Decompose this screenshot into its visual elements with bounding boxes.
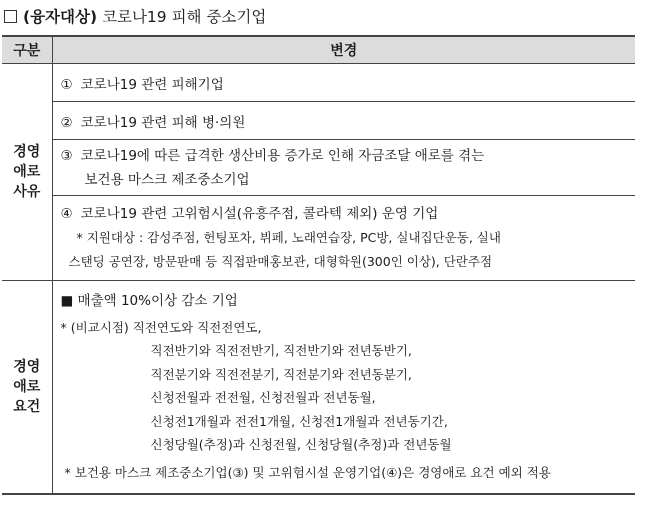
list-item [52,64,635,102]
compare-line: 신청전월과 전전월, 신청전월과 전년동월, [150,390,376,405]
category-line: 사유 [13,184,41,200]
item-text: 코로나19 관련 고위험시설(유흥주점, 콜라텍 제외) 운영 기업 [80,206,439,222]
compare-line: 신청전1개월과 전전1개월, 신청전1개월과 전년동기간, [150,413,448,429]
compare-label: * (비교시점) 직전연도와 직전전연도, [60,319,262,335]
item-text-continued: 보건용 마스크 제조중소기업 [84,171,250,188]
item-text: 코로나19 관련 피해기업 [80,76,224,93]
exception-footnote: * 보건용 마스크 제조중소기업(③) 및 고위험시설 운영기업(④)은 경영애로 요건 예외 적용 [64,464,551,480]
category-line: 경영 [13,359,41,375]
category-line: 애로 [13,164,41,180]
item-marker: ④ [60,206,73,222]
compare-line: 직전반기와 직전전반기, 직전반기와 전년동반기, [150,343,412,358]
item-text: 코로나19에 따른 급격한 생산비용 증가로 인해 자금조달 애로를 겪는 [80,147,485,164]
requirement-text: ■ 매출액 10%이상 감소 기업 [60,293,238,309]
table-header-row [2,36,635,64]
heading-bold-label: (융자대상) [23,8,98,26]
table-row [2,140,635,196]
item-marker: ① [60,76,73,93]
item-marker: ② [60,114,73,131]
checkbox-square-icon [4,10,17,23]
list-item [52,140,635,196]
category-line: 경영 [13,144,41,160]
category-cell [2,281,52,495]
list-item [52,196,635,281]
category-line: 애로 [13,379,41,395]
item-marker: ③ [60,147,73,164]
section-heading [4,4,266,30]
loan-target-table [2,35,635,495]
table-row [2,64,635,102]
compare-line: 신청당월(추정)과 신청전월, 신청당월(추정)과 전년동월 [150,437,452,452]
item-text: 코로나19 관련 피해 병·의원 [80,114,246,131]
support-target-note: * 지원대상 : 감성주점, 헌팅포차, 뷔페, 노래연습장, PC방, 실내집단운동, 실내 [76,230,501,245]
compare-line: 직전분기와 직전전분기, 직전분기와 전년동분기, [150,366,412,382]
header-change: 변경 [52,36,635,64]
header-category: 구분 [2,36,52,64]
support-target-note-continued: 스탠딩 공연장, 방문판매 등 직접판매홍보관, 대형학원(300인 이상), 단란주점 [68,254,493,269]
heading-text: 코로나19 피해 중소기업 [102,8,267,26]
list-item [52,102,635,140]
table-row [2,196,635,281]
table-row [2,102,635,140]
category-line: 요건 [13,399,41,415]
table-row [2,281,635,495]
category-cell [2,64,52,281]
requirements-cell [52,281,635,495]
